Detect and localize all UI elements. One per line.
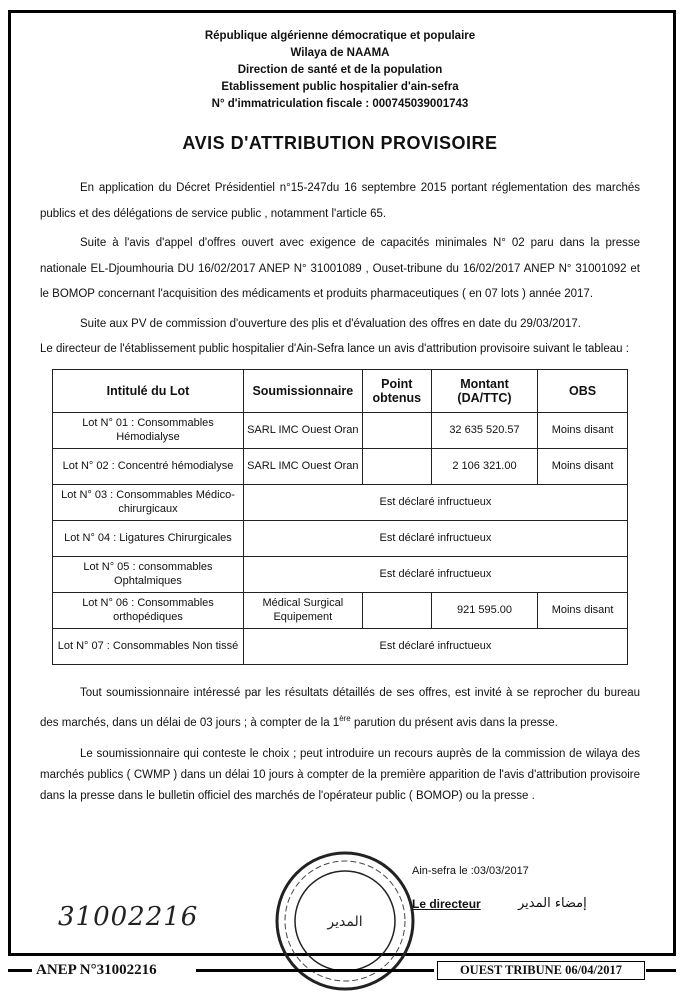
official-seal-icon [270,846,420,996]
header-line: Wilaya de NAAMA [290,47,390,59]
points-cell [362,412,431,448]
header-line: N° d'immatriculation fiscale : 000745039001743 [211,98,469,110]
table-row [53,592,628,628]
amount-cell: 2 106 321.00 [431,448,537,484]
paragraph-results [40,681,640,737]
footer-rule [646,969,676,972]
lot-cell: Lot N° 05 : consommables Ophtalmiques [53,556,244,592]
obs-cell: Moins disant [538,412,628,448]
signature-title: Le directeur [412,897,481,911]
infructueux-cell: Est déclaré infructueux [243,520,627,556]
table-row [53,484,628,520]
results-text-end: parution du présent avis dans la presse. [350,716,558,729]
document-title: AVIS D'ATTRIBUTION PROVISOIRE [182,133,498,153]
footer-rule [196,969,434,972]
table-header-row [53,369,628,412]
table-row [53,556,628,592]
obs-cell: Moins disant [538,448,628,484]
lot-cell: Lot N° 01 : Consommables Hémodialyse [53,412,244,448]
signature-date: Ain-sefra le :03/03/2017 [412,865,529,877]
signature-arabic: إمضاء المدير [518,896,587,911]
column-header: Soumissionnaire [243,369,362,412]
footer-rule [8,969,32,972]
results-text: Tout soumissionnaire intéressé par les résultats détaillés de ses offres, est invité à se reprocher du bureau des marchés, dans un délai de 03 jours ; à compter de la 1 [40,686,640,729]
lot-cell: Lot N° 06 : Consommables orthopédiques [53,592,244,628]
amount-cell: 921 595.00 [431,592,537,628]
table-row [53,520,628,556]
column-header: Montant (DA/TTC) [431,369,537,412]
stamp-label: المدير [327,914,363,930]
header-block [40,28,640,113]
table-row [53,412,628,448]
table-row [53,628,628,664]
bidder-cell: Médical Surgical Equipement [243,592,362,628]
column-header: Point obtenus [362,369,431,412]
footer-anep: ANEP N°31002216 [36,962,157,978]
bidder-cell: SARL IMC Ouest Oran [243,448,362,484]
obs-cell: Moins disant [538,592,628,628]
infructueux-cell: Est déclaré infructueux [243,556,627,592]
paragraph-decree: En application du Décret Présidentiel n°15-247du 16 septembre 2015 portant réglementation des marchés publics et des délégations de service public , notamment l'article 65. [40,182,640,220]
results-superscript: ère [339,714,351,723]
column-header: Intitulé du Lot [53,369,244,412]
paragraph-recours: Le soumissionnaire qui conteste le choix ; peut introduire un recours auprès de la commission de wilaya des marchés publics ( CWMP ) dans un délai 10 jours à compter de la première apparition de l'avis d'attribution provisoire dans la presse dans le bulletin officiel des marchés de l'opérateur public ( BOMOP) ou la presse . [40,748,640,803]
bidder-cell: SARL IMC Ouest Oran [243,412,362,448]
infructueux-cell: Est déclaré infructueux [243,628,627,664]
paragraph-director: Le directeur de l'établissement public hospitalier d'Ain-Sefra lance un avis d'attribution provisoire suivant le tableau : [40,343,629,355]
lot-cell: Lot N° 02 : Concentré hémodialyse [53,448,244,484]
infructueux-cell: Est déclaré infructueux [243,484,627,520]
footer-source: OUEST TRIBUNE 06/04/2017 [437,961,645,980]
table-row [53,448,628,484]
handwritten-number: 31002216 [58,902,199,932]
header-line: Direction de santé et de la population [237,64,443,76]
points-cell [362,592,431,628]
lot-cell: Lot N° 04 : Ligatures Chirurgicales [53,520,244,556]
lot-cell: Lot N° 07 : Consommables Non tissé [53,628,244,664]
attribution-table [52,369,628,665]
document-body [40,28,640,948]
paragraph-pv: Suite aux PV de commission d'ouverture des plis et d'évaluation des offres en date du 29/03/2017. [80,317,581,330]
header-line: Etablissement public hospitalier d'ain-sefra [221,81,459,93]
points-cell [362,448,431,484]
paragraph-tender: Suite à l'avis d'appel d'offres ouvert avec exigence de capacités minimales N° 02 paru dans la presse nationale EL-Djoumhouria DU 16/02/2017 ANEP N° 31001089 , Ouset-tribune du 16/02/2017 ANEP N° 31001092 et le BOMOP concernant l'acquisition des médicaments et produits pharmaceutiques ( en 07 lots ) année 2017. [40,237,640,300]
header-line: République algérienne démocratique et populaire [204,30,476,42]
amount-cell: 32 635 520.57 [431,412,537,448]
lot-cell: Lot N° 03 : Consommables Médico-chirurgicaux [53,484,244,520]
column-header: OBS [538,369,628,412]
